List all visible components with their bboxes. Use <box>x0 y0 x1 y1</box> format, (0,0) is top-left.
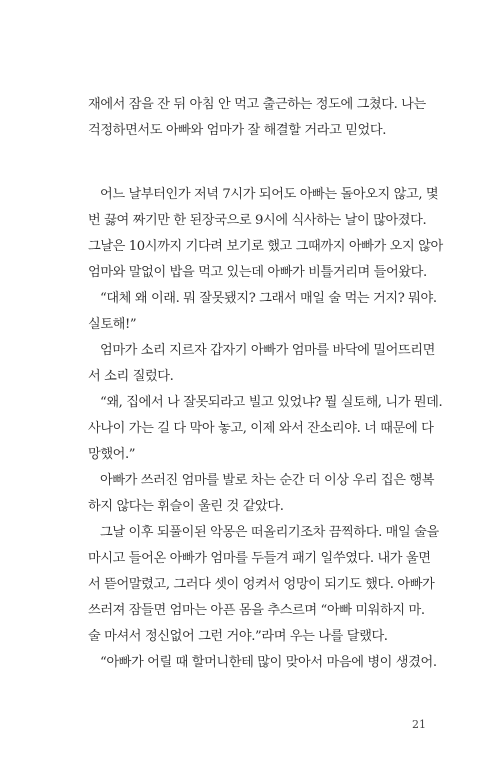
text-line: 하지 않다는 휘슬이 울린 것 같았다. <box>88 499 284 514</box>
text-line: 망했어.” <box>88 447 136 462</box>
text-line: 서 소리 질렀다. <box>88 369 174 384</box>
text-line: 사나이 가는 길 다 막아 놓고, 이제 와서 잔소리야. 너 때문에 다 <box>88 421 434 436</box>
text-line: 쓰러져 잠들면 엄마는 아픈 몸을 추스르며 “아빠 미워하지 마. <box>88 603 425 618</box>
text-line: “대체 왜 이래. 뭐 잘못됐지? 그래서 매일 술 먹는 거지? 뭐야. <box>100 291 437 306</box>
text-line: “아빠가 어릴 때 할머니한테 많이 맞아서 마음에 병이 생겼어. <box>100 655 437 670</box>
text-line: “왜, 집에서 나 잘못되라고 빌고 있었냐? 뭘 실토해, 니가 뭔데. <box>100 395 443 410</box>
page-number: 21 <box>412 718 426 731</box>
text-line: 마시고 들어온 아빠가 엄마를 두들겨 패기 일쑤였다. 내가 울면 <box>88 551 431 566</box>
text-line: 술 마셔서 정신없어 그런 거야.”라며 우는 나를 달랬다. <box>88 629 388 644</box>
text-line: 걱정하면서도 아빠와 엄마가 잘 해결할 거라고 믿었다. <box>88 123 387 138</box>
text-line: 실토해!” <box>88 317 137 332</box>
text-line: 어느 날부터인가 저녁 7시가 되어도 아빠는 돌아오지 않고, 몇 <box>100 187 439 202</box>
text-line: 서 뜯어말렸고, 그러다 셋이 엉켜서 엉망이 되기도 했다. 아빠가 <box>88 577 435 592</box>
text-line: 번 끓여 짜기만 한 된장국으로 9시에 식사하는 날이 많아졌다. <box>88 213 427 228</box>
text-line: 아빠가 쓰러진 엄마를 발로 차는 순간 더 이상 우리 집은 행복 <box>100 473 435 488</box>
text-line: 그날은 10시까지 기다려 보기로 했고 그때까지 아빠가 오지 않아 <box>88 239 443 254</box>
text-line: 엄마가 소리 지르자 갑자기 아빠가 엄마를 바닥에 밀어뜨리면 <box>100 343 436 358</box>
text-line: 재에서 잠을 잔 뒤 아침 안 먹고 출근하는 정도에 그쳤다. 나는 <box>88 97 426 112</box>
text-line: 그날 이후 되풀이된 악몽은 떠올리기조차 끔찍하다. 매일 술을 <box>100 525 439 540</box>
text-line: 엄마와 말없이 밥을 먹고 있는데 아빠가 비틀거리며 들어왔다. <box>88 265 427 280</box>
